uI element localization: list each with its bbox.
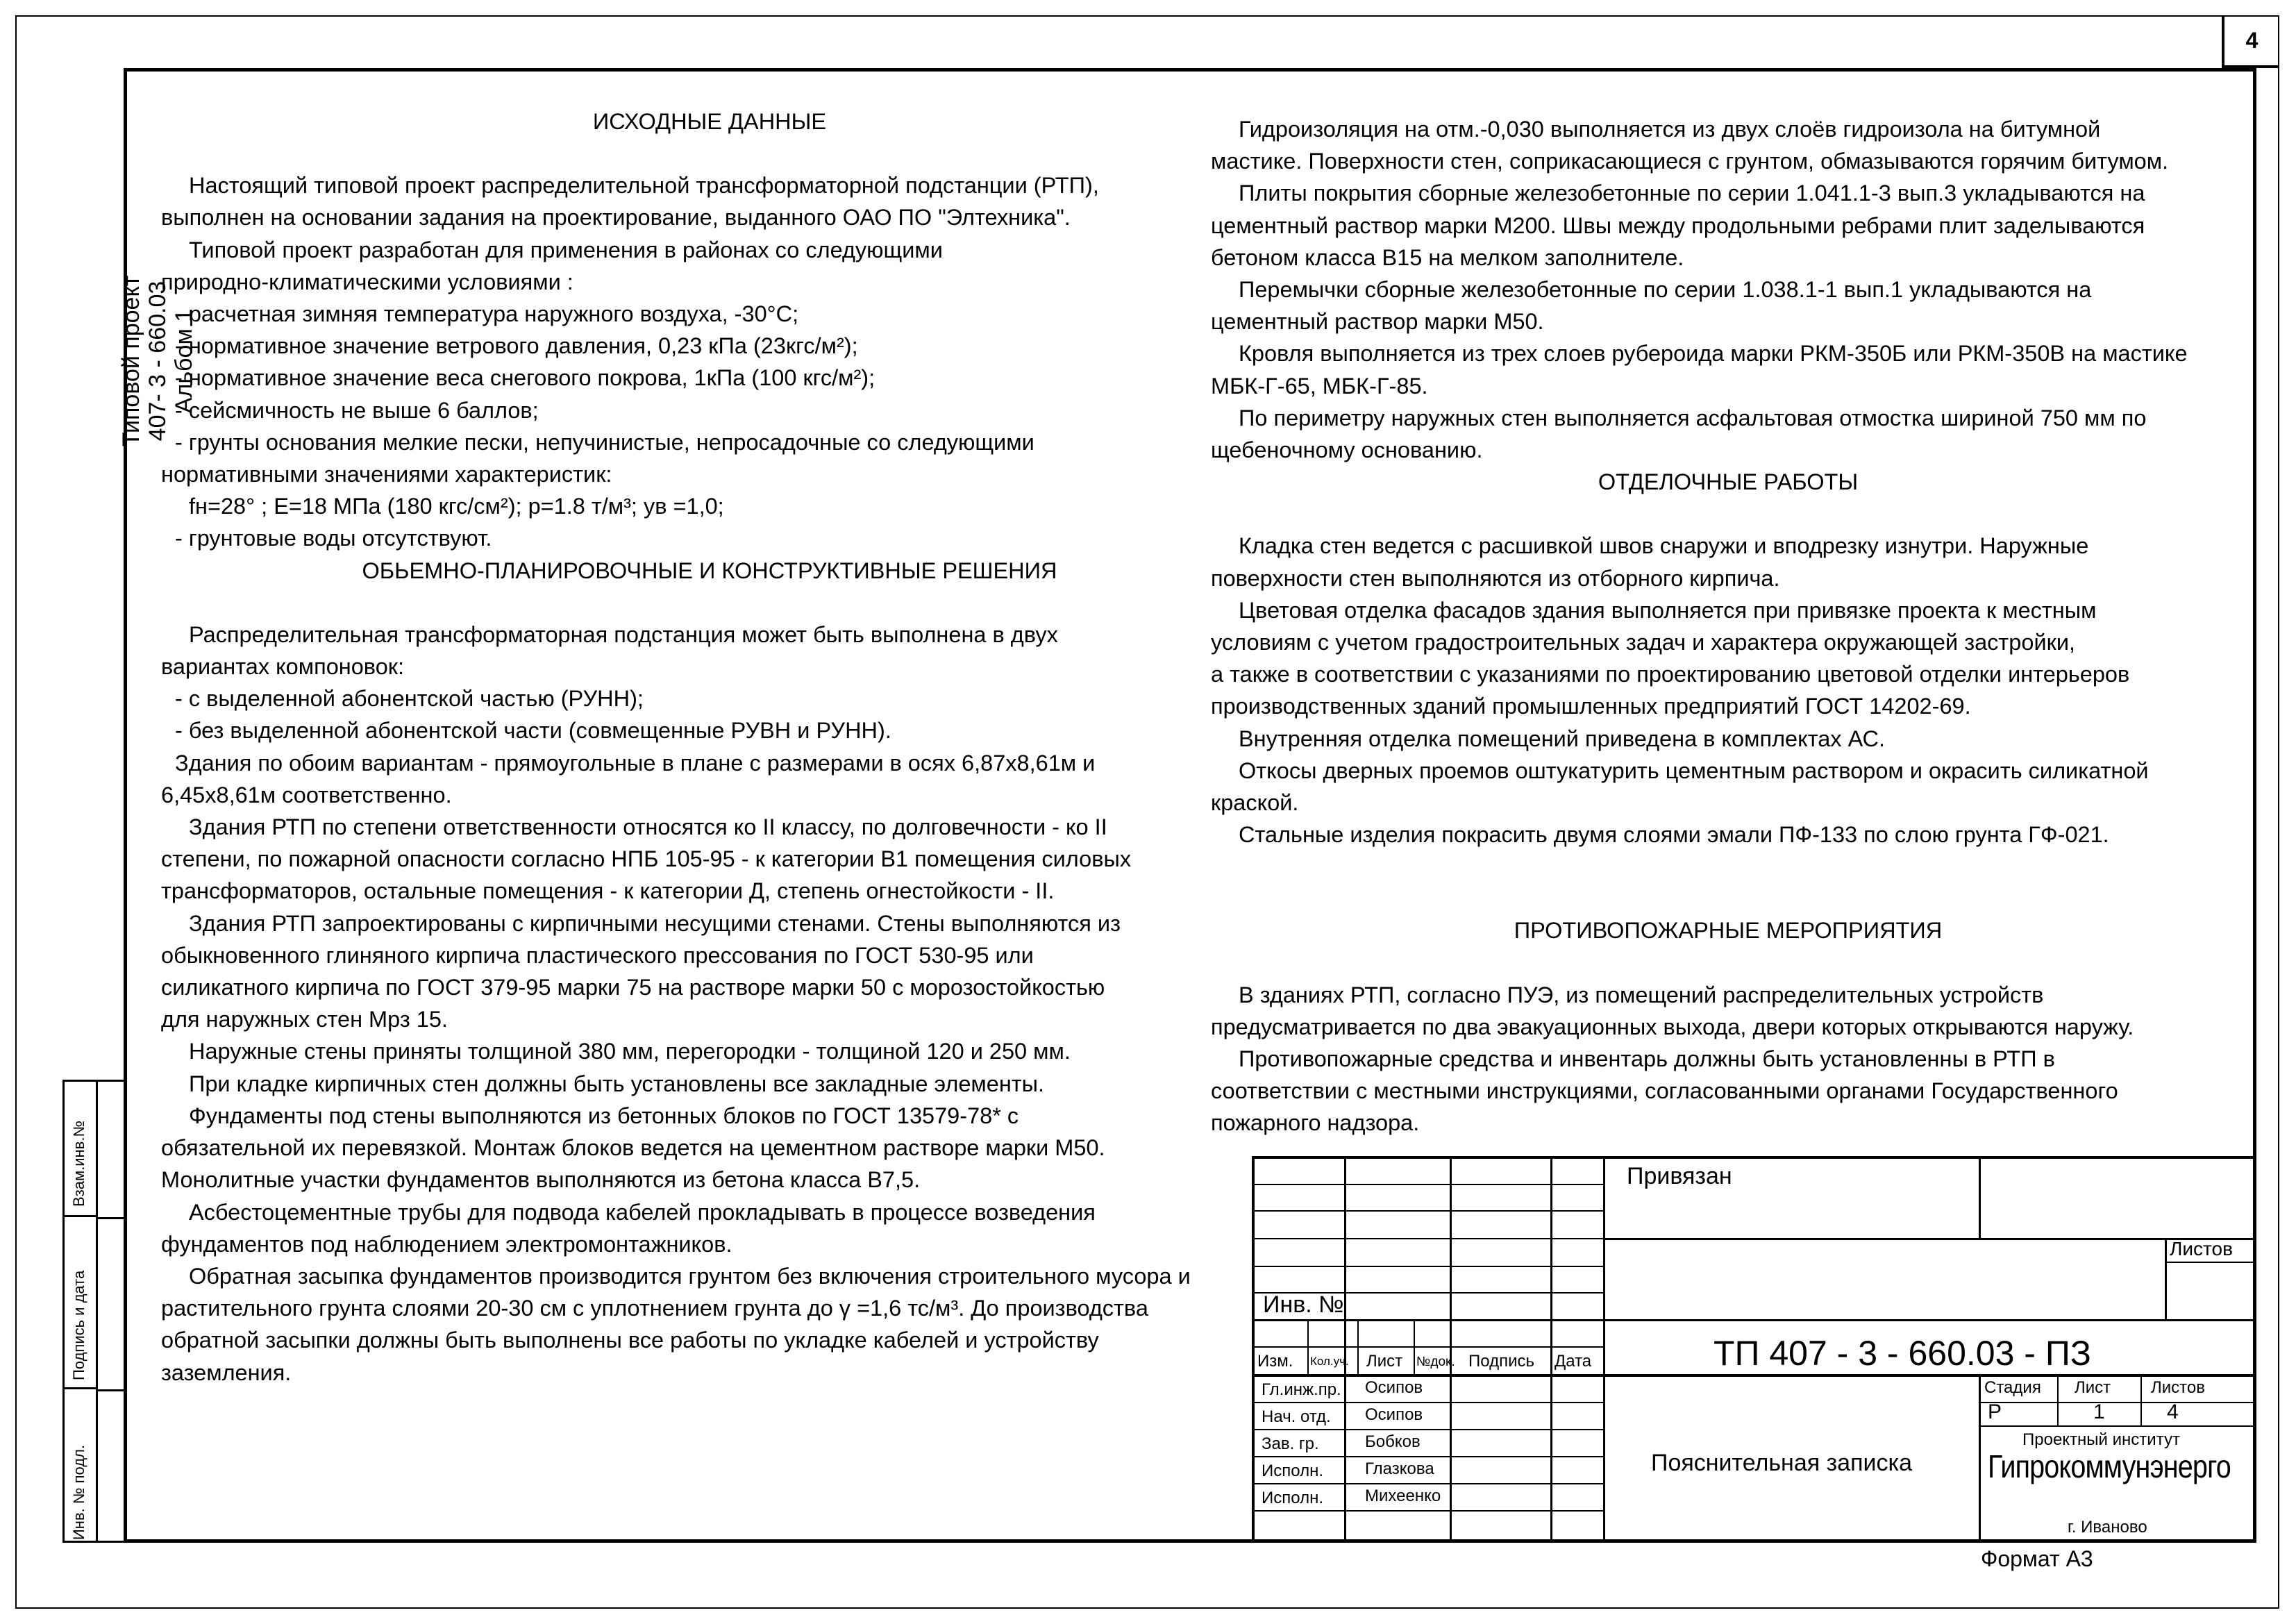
stamp-line [1252, 1319, 1603, 1321]
list-item: - грунты основания мелкие пески, непучинистые, непросадочные со следующими [175, 429, 1034, 455]
stamp-line [1252, 1238, 1603, 1239]
stamp-name: Осипов [1365, 1378, 1423, 1397]
paragraph-line: обязательной их перевязкой. Монтаж блоков ведется на цементном растворе марки М50. [161, 1135, 1105, 1161]
list-item: - расчетная зимняя температура наружного воздуха, -30°С; [175, 301, 799, 327]
paragraph-line: Гидроизоляция на отм.-0,030 выполняется из двух слоёв гидроизола на битумной [1239, 117, 2101, 142]
side-strip-label: Инв. № подл. [70, 1444, 87, 1540]
stamp-line [1603, 1374, 1605, 1543]
paragraph-line: Внутренняя отделка помещений приведена в комплектах АС. [1239, 726, 1886, 751]
stamp-header-data: Дата [1555, 1352, 1592, 1371]
document-name: Пояснительная записка [1651, 1450, 1913, 1476]
paragraph-line: поверхности стен выполняются из отборного кирпича. [1211, 565, 1780, 591]
stage-value: Р [1988, 1400, 2002, 1423]
paragraph-line: Плиты покрытия сборные железобетонные по серии 1.041.1-3 вып.3 укладываются на [1239, 181, 2145, 206]
blank-line [1211, 882, 2245, 914]
stamp-role: Нач. отд. [1262, 1407, 1331, 1426]
sheets-value: 4 [2167, 1400, 2179, 1423]
sheet-label: Лист [2075, 1378, 2111, 1397]
stamp-line [1252, 1346, 1603, 1348]
stamp-name: Бобков [1365, 1432, 1421, 1451]
stamp-line [2165, 1238, 2167, 1320]
paragraph-line: пожарного надзора. [1211, 1110, 1420, 1136]
side-strip-label: Подпись и дата [70, 1270, 87, 1380]
paragraph-line: Цветовая отделка фасадов здания выполняется при привязке проекта к местным [1239, 597, 2097, 623]
side-title-line: Типовой проект [118, 275, 144, 447]
blank-line [1211, 851, 2245, 882]
paragraph-line: Обратная засыпка фундаментов производится грунтом без включения строительного мусора и [189, 1263, 1191, 1289]
stamp-header-izm: Изм. [1257, 1352, 1293, 1371]
stamp-line [1603, 1319, 2256, 1321]
side-strip-divider [96, 1082, 98, 1543]
stamp-line [1252, 1184, 1603, 1185]
paragraph-line: соответствии с местными инструкциями, согласованными органами Государственного [1211, 1078, 2118, 1104]
stamp-line [1979, 1156, 1981, 1238]
institute-label: Проектный институт [2022, 1430, 2180, 1449]
stamp-line [1252, 1156, 2256, 1159]
stamp-line [2165, 1262, 2256, 1263]
paragraph-line: степени, по пожарной опасности согласно НПБ 105-95 - к категории В1 помещения силовых [161, 846, 1132, 872]
paragraph-line: Фундаменты под стены выполняются из бетонных блоков по ГОСТ 13579-78* с [189, 1103, 1019, 1128]
stamp-role: Исполн. [1262, 1489, 1323, 1507]
paragraph-line: МБК-Г-65, МБК-Г-85. [1211, 373, 1428, 399]
paragraph-line: а также в соответствии с указаниями по проектированию цветовой отделки интерьеров [1211, 662, 2130, 687]
list-item: - грунтовые воды отсутствуют. [175, 526, 492, 551]
stamp-name: Осипов [1365, 1405, 1423, 1424]
paragraph-line: Настоящий типовой проект распределительной трансформаторной подстанции (РТП), [189, 173, 1099, 199]
paper-format: Формат А3 [1981, 1546, 2093, 1571]
paragraph-line: Здания РТП по степени ответственности относятся ко II классу, по долговечности - ко II [189, 814, 1107, 840]
list-item: - без выделенной абонентской части (совмещенные РУВН и РУНН). [175, 718, 891, 744]
city: г. Иваново [2068, 1518, 2147, 1537]
list-item: fн=28° ; Е=18 МПа (180 кгс/см²); р=1.8 т/м³; yв =1,0; [189, 494, 724, 519]
paragraph-line: Перемычки сборные железобетонные по серии 1.038.1-1 вып.1 укладываются на [1239, 277, 2092, 303]
paragraph-line: По периметру наружных стен выполняется асфальтовая отмостка шириной 750 мм по [1239, 405, 2147, 430]
section-heading: ОБЬЕМНО-ПЛАНИРОВОЧНЫЕ И КОНСТРУКТИВНЫЕ РЕШЕНИЯ [362, 558, 1057, 583]
stamp-line [1979, 1374, 1981, 1543]
stamp-header-list: Лист [1366, 1352, 1403, 1371]
document-code: ТП 407 - 3 - 660.03 - ПЗ [1713, 1334, 2091, 1373]
side-strip-divider [96, 1217, 126, 1219]
stamp-line [1252, 1156, 1255, 1543]
stamp-line [1252, 1456, 1603, 1457]
paragraph-line: Распределительная трансформаторная подстанция может быть выполнена в двух [189, 621, 1058, 647]
stamp-line [1252, 1210, 1603, 1212]
sheets-label: Листов [2151, 1378, 2205, 1397]
stamp-line [2140, 1374, 2142, 1425]
paragraph-line: обратной засыпки должны быть выполнены все работы по укладке кабелей и устройству [161, 1328, 1099, 1353]
side-title-line: Альбом 1 [171, 308, 197, 414]
paragraph-line: производственных зданий промышленных предприятий ГОСТ 14202-69. [1211, 694, 1971, 719]
list-item: Здания по обоим вариантам - прямоугольные в плане с размерами в осях 6,87х8,61м и [175, 750, 1096, 776]
stamp-line [1450, 1156, 1452, 1374]
paragraph-line: условиям с учетом градостроительных задач и характера окружающей застройки, [1211, 630, 2076, 655]
paragraph-line: Типовой проект разработан для применения в районах со следующими [189, 237, 943, 262]
side-strip-label: Взам.инв.№ [70, 1120, 87, 1207]
stage-label: Стадия [1984, 1378, 2041, 1397]
stamp-line [1450, 1374, 1452, 1543]
stamp-line [1979, 1425, 2256, 1427]
sheet-value: 1 [2093, 1400, 2105, 1423]
paragraph-line: Асбестоцементные трубы для подвода кабелей прокладывать в процессе возведения [189, 1199, 1096, 1225]
paragraph-line: фундаментов под наблюдением электромонтажников. [161, 1231, 732, 1257]
stamp-line [1603, 1156, 1605, 1374]
paragraph-line: Наружные стены приняты толщиной 380 мм, перегородки - толщиной 120 и 250 мм. [189, 1039, 1071, 1064]
stamp-header-kolch: Кол.уч. [1310, 1355, 1349, 1368]
paragraph-line: вариантах компоновок: [161, 654, 405, 680]
stamp-role: Гл.инж.пр. [1262, 1380, 1341, 1399]
stamp-role: Исполн. [1262, 1462, 1323, 1480]
stamp-line [1979, 1541, 2256, 1543]
paragraph-line: заземления. [161, 1359, 292, 1385]
paragraph-line: В зданиях РТП, согласно ПУЭ, из помещений распределительных устройств [1239, 982, 2044, 1007]
stamp-line [1550, 1156, 1552, 1374]
left-text-column [161, 106, 1258, 1389]
paragraph-line: трансформаторов, остальные помещения - к категории Д, степень огнестойкости - II. [161, 878, 1055, 904]
paragraph-line: Кровля выполняется из трех слоев рубероида марки РКМ-350Б или РКМ-350В на мастике [1239, 341, 2188, 367]
paragraph-line: 6,45х8,61м соответственно. [161, 782, 452, 807]
section-heading: ИСХОДНЫЕ ДАННЫЕ [592, 109, 827, 134]
paragraph-line: мастике. Поверхности стен, соприкасающиеся с грунтом, обмазываются горячим битумом. [1211, 149, 2169, 174]
stamp-line [1344, 1156, 1346, 1374]
paragraph-line: щебеночному основанию. [1211, 437, 1483, 463]
paragraph-line: цементный раствор марки М50. [1211, 309, 1544, 335]
stamp-name: Михеенко [1365, 1487, 1441, 1505]
stamp-line [1252, 1541, 1979, 1543]
stamp-header-ndok: №док. [1416, 1355, 1455, 1369]
paragraph-line: для наружных стен Мрз 15. [161, 1007, 448, 1032]
stamp-line [1603, 1238, 2256, 1240]
stamp-line [1252, 1266, 1603, 1267]
list-item: - с выделенной абонентской частью (РУНН); [175, 686, 644, 712]
stamp-header-podpis: Подпись [1468, 1352, 1534, 1371]
stamp-line [1252, 1374, 2256, 1377]
side-strip-divider [96, 1389, 126, 1391]
paragraph-line: природно-климатическими условиями : [161, 269, 573, 294]
paragraph-line: бетоном класса В15 на мелком заполнителе. [1211, 244, 1684, 270]
stamp-line [1252, 1402, 1603, 1403]
blank-line [1211, 947, 2245, 979]
title-block [1252, 1156, 2256, 1571]
stamp-name: Глазкова [1365, 1459, 1434, 1478]
section-heading: ПРОТИВОПОЖАРНЫЕ МЕРОПРИЯТИЯ [1514, 918, 1943, 944]
paragraph-line: растительного грунта слоями 20-30 см с уплотнением грунта до γ =1,6 тс/м³. До производства [161, 1296, 1148, 1321]
stamp-line [1252, 1429, 1603, 1430]
paragraph-line: Здания РТП запроектированы с кирпичными несущими стенами. Стены выполняются из [189, 910, 1121, 936]
stamp-line [1979, 1402, 2256, 1403]
privyazan-label: Привязан [1627, 1163, 1732, 1189]
paragraph-line: Стальные изделия покрасить двумя слоями эмали ПФ-133 по слою грунта ГФ-021. [1239, 822, 2109, 848]
blank-line [161, 137, 1258, 169]
list-item: - нормативное значение ветрового давления, 0,23 кПа (23кгс/м²); [175, 333, 858, 359]
paragraph-line: выполнен на основании задания на проектирование, выданного ОАО ПО "Элтехника". [161, 205, 1071, 231]
section-heading: ОТДЕЛОЧНЫЕ РАБОТЫ [1598, 469, 1859, 495]
inv-no-label: Инв. № [1263, 1291, 1344, 1318]
paragraph-line: обыкновенного глиняного кирпича пластического прессования по ГОСТ 530-95 или [161, 942, 1034, 968]
stamp-line [2057, 1374, 2059, 1425]
paragraph-line: силикатного кирпича по ГОСТ 379-95 марки 75 на растворе марки 50 с морозостойкостью [161, 975, 1105, 1001]
list-item: - сейсмичность не выше 6 баллов; [175, 397, 539, 423]
paragraph-line: При кладке кирпичных стен должны быть установлены все закладные элементы. [189, 1071, 1045, 1096]
stamp-line [1550, 1374, 1552, 1543]
list-item: - нормативное значение веса снегового покрова, 1кПа (100 кгс/м²); [175, 365, 875, 391]
side-strip [62, 1080, 124, 1543]
side-title-line: 407- 3 - 660.03 [144, 281, 171, 442]
page-number: 4 [2222, 15, 2279, 68]
paragraph-line: цементный раствор марки М200. Швы между продольными ребрами плит заделываются [1211, 212, 2145, 238]
right-text-column [1211, 113, 2245, 1139]
paragraph-line: предусматривается по два эвакуационных выхода, двери которых открываются наружу. [1211, 1014, 2134, 1039]
paragraph-line: Монолитные участки фундаментов выполняются из бетона класса В7,5. [161, 1167, 921, 1193]
stamp-listov-label: Листов [2170, 1238, 2233, 1259]
paragraph-line: Противопожарные средства и инвентарь должны быть установленны в РТП в [1239, 1046, 2055, 1072]
stamp-line [1252, 1483, 1603, 1484]
paragraph-line: нормативными значениями характеристик: [161, 462, 612, 487]
stamp-line [1344, 1374, 1346, 1543]
stamp-line [1252, 1510, 1603, 1512]
paragraph-line: краской. [1211, 790, 1299, 816]
institute-name: Гипрокоммунэнерго [1988, 1448, 2231, 1484]
blank-line [1211, 498, 2245, 530]
blank-line [161, 587, 1258, 619]
stamp-role: Зав. гр. [1262, 1434, 1319, 1453]
paragraph-line: Откосы дверных проемов оштукатурить цементным раствором и окрасить силикатной [1239, 757, 2149, 783]
paragraph-line: Кладка стен ведется с расшивкой швов снаружи и вподрезку изнутри. Наружные [1239, 533, 2089, 559]
